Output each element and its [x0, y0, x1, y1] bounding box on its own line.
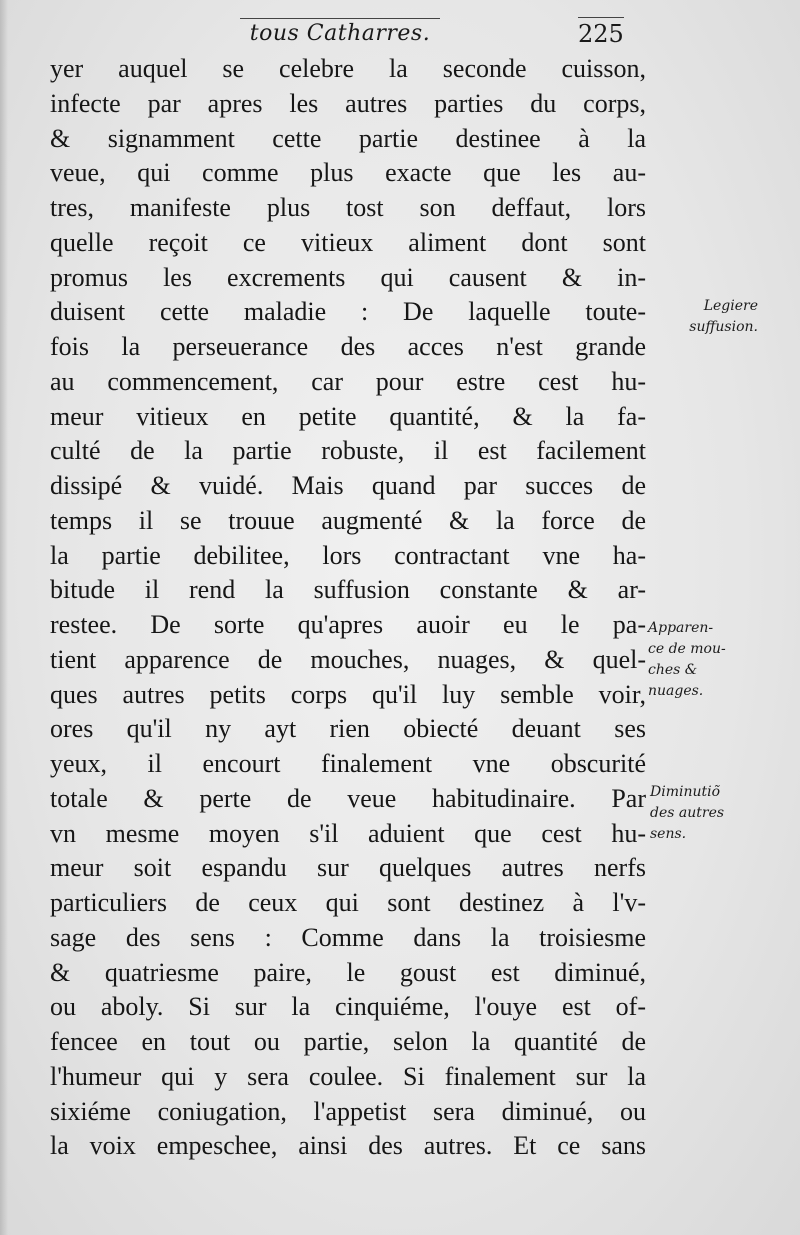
text-line: ou aboly. Si sur la cinquiéme, l'ouye est of-: [50, 992, 646, 1022]
margin-note-line: nuages.: [648, 683, 704, 699]
text-line: bitude il rend la suffusion constante & ar-: [50, 575, 646, 605]
text-line: vn mesme moyen s'il aduient que cest hu-: [50, 818, 646, 848]
margin-note-line: des autres: [650, 805, 725, 821]
text-line: ores qu'il ny ayt rien obiecté deuant ses: [50, 714, 646, 744]
text-line: temps il se trouue augmenté & la force de: [50, 505, 646, 535]
margin-note-apparence: [648, 618, 788, 702]
text-line: restee. De sorte qu'apres auoir eu le pa-: [50, 610, 646, 639]
page-gutter-shadow: [0, 0, 8, 1235]
text-line: quelle reçoit ce vitieux aliment dont sont: [50, 227, 646, 257]
text-line: duisent cette maladie : De laquelle toute-: [50, 297, 646, 327]
text-line: particuliers de ceux qui sont destinez à l'v-: [50, 888, 646, 917]
margin-note-line: Apparen-: [648, 620, 714, 636]
margin-note-line: Legiere: [703, 298, 758, 314]
margin-note-line: ches &: [648, 662, 698, 678]
text-line: promus les excrements qui causent & in-: [50, 262, 646, 292]
text-line: totale & perte de veue habitudinaire. Par: [50, 783, 646, 813]
margin-note-diminution: [650, 782, 780, 845]
text-line: culté de la partie robuste, il est facilement: [50, 436, 646, 466]
margin-note-line: Diminutiõ: [650, 784, 721, 800]
text-line: au commencement, car pour estre cest hu-: [50, 366, 646, 396]
margin-note-line: ce de mou-: [648, 641, 726, 657]
text-line: meur soit espandu sur quelques autres nerfs: [50, 853, 646, 883]
running-head-title: tous Catharres.: [240, 18, 440, 46]
text-line: la voix empeschee, ainsi des autres. Et ce sans: [50, 1131, 646, 1161]
text-line: fois la perseuerance des acces n'est grande: [50, 332, 646, 361]
text-line: sage des sens : Comme dans la troisiesme: [50, 922, 646, 952]
margin-note-legiere-suffusion: [640, 296, 758, 338]
margin-note-line: sens.: [650, 826, 687, 842]
text-line: sixiéme coniugation, l'appetist sera diminué, ou: [50, 1096, 646, 1126]
text-line: & signamment cette partie destinee à la: [50, 123, 646, 153]
page-number: 225: [578, 17, 624, 48]
body-text: [50, 52, 646, 1164]
text-line: infecte par apres les autres parties du corps,: [50, 88, 646, 118]
text-line: fencee en tout ou partie, selon la quantité de: [50, 1027, 646, 1056]
text-line: ques autres petits corps qu'il luy semble voir,: [50, 679, 646, 709]
text-line: yeux, il encourt finalement vne obscurité: [50, 749, 646, 778]
margin-note-line: suffusion.: [689, 319, 758, 335]
text-line: l'humeur qui y sera coulee. Si finalement sur la: [50, 1061, 646, 1091]
text-line: la partie debilitee, lors contractant vne ha-: [50, 540, 646, 570]
text-line: & quatriesme paire, le goust est diminué,: [50, 957, 646, 987]
text-line: tres, manifeste plus tost son deffaut, lors: [50, 193, 646, 222]
text-line: yer auquel se celebre la seconde cuisson,: [50, 54, 646, 83]
text-line: meur vitieux en petite quantité, & la fa-: [50, 401, 646, 431]
text-line: dissipé & vuidé. Mais quand par succes de: [50, 471, 646, 500]
text-line: tient apparence de mouches, nuages, & quel-: [50, 644, 646, 674]
text-line: veue, qui comme plus exacte que les au-: [50, 158, 646, 188]
